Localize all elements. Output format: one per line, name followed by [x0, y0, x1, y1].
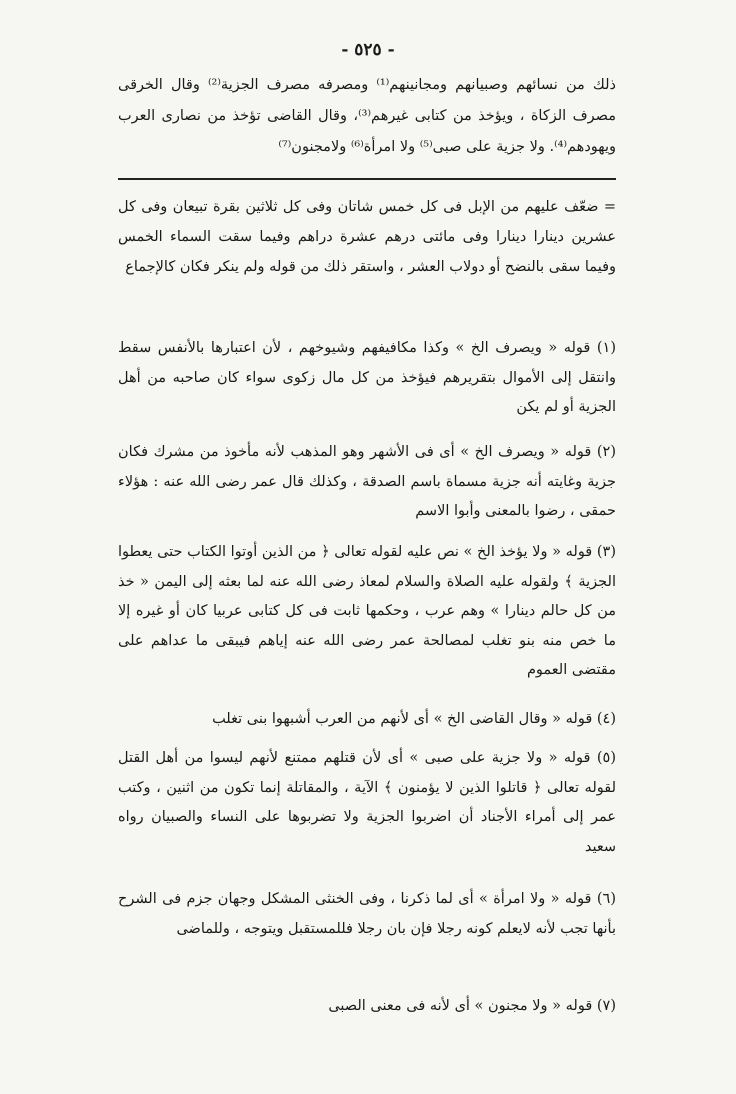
footnote-7 [118, 992, 616, 1022]
footnote-7-text: (٧) قوله « ولا مجنون » أى لأنه فى معنى الصبى [328, 998, 616, 1014]
footnote-1-text: (١) قوله « ويصرف الخ » وكذا مكافيفهم وشيوخهم ، لأن اعتبارها بالأنفس سقط وانتقل إلى الأموال بتقريرهم فيؤخذ من كل مال زكوى سواء كان صاحبه من أهل الجزية أو لم يكن [118, 340, 616, 415]
footnote-5 [118, 744, 616, 862]
footnote-2-text: (٢) قوله « ويصرف الخ » أى فى الأشهر وهو المذهب لأنه مأخوذ من مشرك فكان جزية وغايته أنه جزية مسماة باسم الصدقة ، وكذلك قال عمر رضى الله عنه : هؤلاء حمقى ، رضوا بالمعنى وأبوا الاسم [118, 444, 616, 519]
footnote-5-text: (٥) قوله « ولا جزية على صبى » أى لأن قتلهم ممتنع لأنهم ليسوا من أهل القتل لقوله تعالى ﴿ قاتلوا الذين لا يؤمنون ﴾ الآية ، والمقاتلة إنما تكون من اثنين ، وكتب عمر إلى أمراء الأجناد أن اضربوا الجزية ولا تضربوها على النساء والصبيان رواه سعيد [118, 750, 616, 855]
footnote-2 [118, 438, 616, 527]
page-number: - ٥٢٥ - [341, 40, 395, 60]
footnote-6 [118, 885, 616, 944]
footnote-3 [118, 538, 616, 686]
footnote-4 [118, 705, 616, 735]
footnote-divider [118, 178, 616, 180]
footnote-6-text: (٦) قوله « ولا امرأة » أى لما ذكرنا ، وفى الخنثى المشكل وجهان جزم فى الشرح بأنها تجب لأنه لايعلم كونه رجلا فإن بان رجلا فللمستقبل ويتوجه ، وللماضى [118, 891, 616, 937]
footnote-1 [118, 334, 616, 423]
main-text: ذلك من نسائهم وصبيانهم ومجانينهم⁽¹⁾ ومصرفه مصرف الجزية⁽²⁾ وقال الخرقى مصرف الزكاة ، ويؤخذ من كتابى غيرهم⁽³⁾، وقال القاضى تؤخذ من نصارى العرب ويهودهم⁽⁴⁾. ولا جزية على صبى⁽⁵⁾ ولا امرأة⁽⁶⁾ ولامجنون⁽⁷⁾ [118, 77, 616, 155]
continued-footnote: = ضعّف عليهم من الإبل فى كل خمس شاتان وفى كل ثلاثين بقرة تبيعان وفى كل عشرين دينارا دينارا وفى مائتى درهم عشرة دراهم وفيما سقت السماء الخمس وفيما سقى بالنضح أو دولاب العشر ، واستقر ذلك من قوله ولم ينكر فكان كالإجماع [118, 199, 616, 275]
footnote-3-text: (٣) قوله « ولا يؤخذ الخ » نص عليه لقوله تعالى ﴿ من الذين أوتوا الكتاب حتى يعطوا الجزية ﴾ ولقوله عليه الصلاة والسلام لمعاذ رضى الله عنه لما بعثه إلى اليمن « خذ من كل حالم دينارا » وهم عرب ، وحكمها ثابت فى كل كتابى عربيا كان أو غيره إلا ما خص منه بنو تغلب لمصالحة عمر رضى الله عنه إياهم فيبقى ما عداهم على مقتضى العموم [118, 544, 616, 678]
footnote-4-text: (٤) قوله « وقال القاضى الخ » أى لأنهم من العرب أشبهوا بنى تغلب [212, 711, 616, 727]
